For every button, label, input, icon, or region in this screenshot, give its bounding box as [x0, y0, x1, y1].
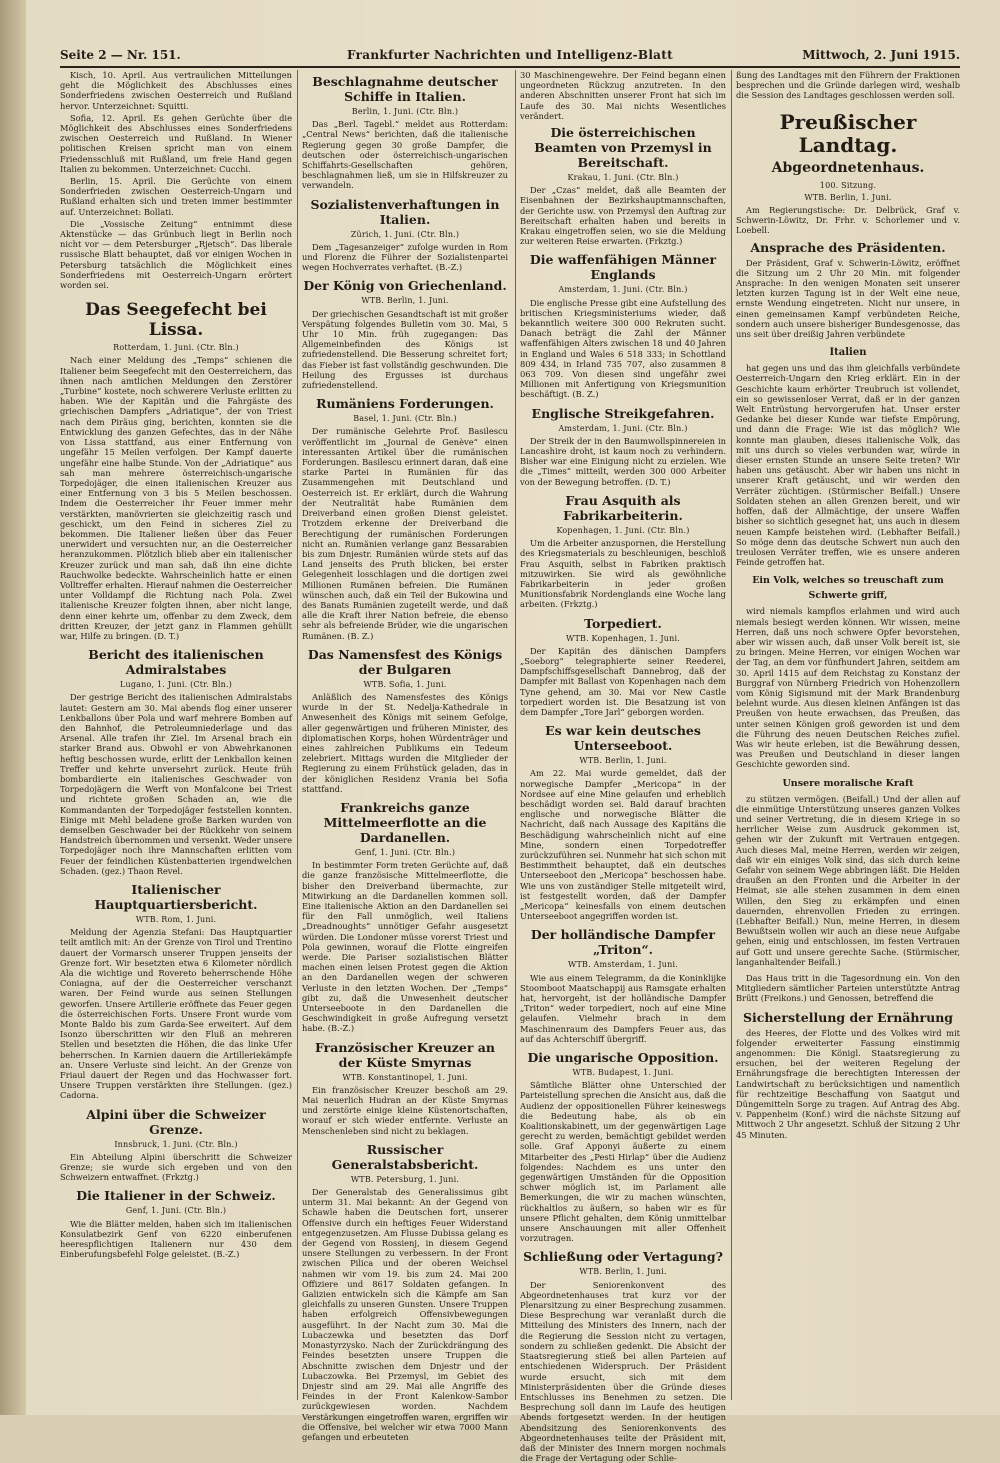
article-headline: Torpediert.: [584, 615, 662, 631]
issue-date: Mittwoch, 2. Juni 1915.: [802, 48, 960, 62]
section-body: Das Haus tritt in die Tagesordnung ein. Von den Mitgliedern sämtlicher Parteien unterstützte Antrag Brütt (Freikons.) und Genossen, betreffend die: [736, 973, 960, 1004]
article-body: Meldung der Agenzia Stefani: Das Hauptquartier teilt amtlich mit: An der Grenze von Tirol und Trentino dauert der Vormarsch unserer Truppen jenseits der Grenze fort. Wir besetzten etwa 6 Kilometer nördlich Ala die wichtige und Rovereto beherrschende Höhe Coniagna, auf der die Oesterreicher verschanzt waren. Der Feind wurde aus seinen Stellungen geworfen. Unsere Artillerie eröffnete das Feuer gegen die österreichischen Forts. Unsere Front wurde vom Monte Baldo bis zum Garda-See erweitert. Auf dem Isonzo überschritten wir den Fluß an mehreren Stellen und besetzten die Höhen, die das linke Ufer beherrschen. In Karnien dauern die Artilleriekämpfe an. Unsere Verluste sind leicht. An der Grenze von Friaul dauert der Regen und das Hochwasser fort. Unsere Truppen verstärkten ihre Stellungen. (gez.) Cadorna.: [60, 927, 292, 1101]
landtag-section: [736, 345, 960, 567]
section-title: Unsere moralische Kraft: [782, 777, 914, 789]
article-headline: Sozialistenverhaftungen in Italien.: [310, 196, 500, 227]
article: [302, 74, 508, 191]
article: [60, 1188, 292, 1259]
article-body: Der „Czas“ meldet, daß alle Beamten der Eisenbahnen der Bezirkshauptmannschaften, der Gerichte usw. von Przemysl den Auftrag zur Bereitschaft erhalten haben und bereits in Krakau eingetroffen seien, wo sie die Meldung zur weiteren Reise erwarten. (Frkztg.): [520, 185, 726, 247]
article: [302, 1040, 508, 1136]
article-body: Sämtliche Blätter ohne Unterschied der Parteistellung sprechen die Ansicht aus, daß die Audienz der oppositionellen Führer keineswegs die Bedeutung habe, als ob ein Koalitionskabinett, um der gegenwärtigen Lage gerecht zu werden, bemächtigt gebildet werden solle. Graf Apponyi äußerte zu einem Mitarbeiter des „Pesti Hirlap“ über die Audienz folgendes: Nachdem es uns unter den gegenwärtigen Umständen für die Opposition schwer möglich ist, im Parlament alle Bemerkungen, die wir zu machen wünschten, rückhaltlos zu äußern, so haben wir es für unsere Pflicht gehalten, dem König unmittelbar unsere Anschauungen mit aller Offenheit vorzutragen.: [520, 1080, 726, 1244]
article-dateline: WTB. Budapest, 1. Juni.: [572, 1068, 674, 1078]
article-headline: Die waffenfähigen Männer Englands: [529, 252, 717, 283]
column-rule: [515, 70, 516, 1400]
article: [520, 723, 726, 921]
article-headline: Schließung oder Vertagung?: [523, 1249, 723, 1265]
article-dateline: Krakau, 1. Juni. (Ctr. Bln.): [567, 173, 679, 183]
article-headline: Französischer Kreuzer an der Küste Smyrnas: [315, 1039, 495, 1070]
article: [302, 647, 508, 794]
fragment: Die „Vossische Zeitung“ entnimmt diese Aktenstücke — das Grünbuch liegt in Berlin noch nicht vor — dem Petersburger „Rjetsch“. Das liberale russische Blatt behauptet, daß vor einigen Wochen in Petersburg tatsächlich die Möglichkeit eines Sonderfriedens mit Oesterreich-Ungarn erörtert worden sei.: [60, 218, 292, 291]
column-2: [302, 70, 508, 1442]
landtag-subheadline: Abgeordnetenhaus.: [771, 159, 925, 176]
article-dateline: Basel, 1. Juni. (Ctr. Bln.): [353, 414, 457, 424]
section-body: hat gegen uns und das ihm gleichfalls verbündete Oesterreich-Ungarn den Krieg erklärt. Ein in der Geschichte kaum erhörter Treubruch ist vollendet, ein so gewissenloser Verrat, daß er in der ganzen Welt Entrüstung hervorgerufen hat. Unser erster Gedanke bei dieser Kunde war tiefste Empörung, und dann die Frage: Wie ist das möglich? Wie konnte man glauben, dieses italienische Volk, das mit uns durch so vieles verbunden war, würde in dieser ernsten Stunde an unsere Seite treten? Wir haben uns getäuscht. Aber wir haben uns nicht in unserer Kraft getäuscht, und wir werden den Verräter züchtigen. (Stürmischer Beifall.) Unsere Soldaten stehen an allen Grenzen bereit, und wir hoffen, daß der Allmächtige, der unsere Waffen bisher so sichtlich gesegnet hat, uns auch in diesem neuen Kampfe beistehen wird. (Lebhafter Beifall.) So möge denn das deutsche Schwert nun auch den treulosen Verräter treffen, wie es unsere anderen Feinde getroffen hat.: [736, 363, 960, 568]
article: [60, 647, 292, 876]
section-title: Italien: [829, 347, 867, 359]
article-headline: Frau Asquith als Fabrikarbeiterin.: [563, 492, 683, 523]
section-body: Der Präsident, Graf v. Schwerin-Löwitz, eröffnet die Sitzung um 2 Uhr 20 Min. mit folgender Ansprache: In den wenigen Monaten seit unserer letzten kurzen Tagung ist in der Welt eine neue, ernste Wendung eingetreten. Nicht nur unsere, in einen gemeinsamen Kampf verbündeten Reiche, sondern auch unsere bisheriger Bundesgenosse, das uns seit über dreißig Jahren verbündete: [736, 257, 960, 340]
article: [520, 1050, 726, 1243]
article-body: Die englische Presse gibt eine Aufstellung des britischen Kriegsministeriums wieder, daß bekanntlich weitere 300 000 Rekruten sucht. Danach beträgt die Zahl der Männer waffenfähigen Alters zwischen 18 und 40 Jahren in England und Wales 6 518 333; in Schottland 809 434, in Irland 735 707, also zusammen 8 063 709. Von diesen sind ungefähr zwei Millionen mit Anfertigung von Kriegsmunition beschäftigt. (B. Z.): [520, 297, 726, 400]
article-dateline: WTB. Kopenhagen, 1. Juni.: [566, 633, 680, 643]
article-body: Ein Abteilung Alpini überschritt die Schweizer Grenze; sie wurde sich ergeben und von den Schweizern entwaffnet. (Frkztg.): [60, 1151, 292, 1183]
article-headline: Es war kein deutsches Unterseeboot.: [545, 723, 701, 754]
article-dateline: WTB. Berlin, 1. Juni.: [579, 756, 667, 766]
article-body: Ein französischer Kreuzer beschoß am 29. Mai neuerlich Hudran an der Küste Smyrnas und zerstörte einige kleine Küstenortschaften, worauf er sich wieder entfernte. Verluste an Menschenleben sind nicht zu beklagen.: [302, 1084, 508, 1136]
fragment: Berlin, 15. April. Die Gerüchte von einem Sonderfrieden zwischen Oesterreich-Ungarn und Rußland erhalten sich und treten immer bestimmter auf. Unterzeichnet: Bollati.: [60, 176, 292, 217]
article-dateline: WTB. Sofia, 1. Juni.: [363, 679, 447, 689]
article-dateline: Rotterdam, 1. Juni. (Ctr. Bln.): [113, 343, 239, 353]
article-dateline: Innsbruck, 1. Juni. (Ctr. Bln.): [114, 1139, 238, 1149]
article-headline: Der König von Griechenland.: [303, 278, 507, 294]
section-body: wird niemals kampflos erlahmen und wird auch niemals besiegt werden können. Wir wissen, meine Herren, daß uns noch schwere Opfer bevorstehen, aber wir wissen auch, daß unser Volk bereit ist, sie zu bringen. Meine Herren, vor einigen Wochen war der Tag, an dem vor fünfhundert Jahren, seitdem am 30. April 1415 auf dem Reichstag zu Konstanz der Burggraf von Nürnberg Friedrich von Hohenzollern vom König Sigismund mit der Mark Brandenburg belehnt wurde. Aus diesen kleinen Anfängen ist das Preußen von heute erwachsen, das Preußen, das unter seinen Königen groß geworden ist und dem die Führung des neuen Deutschen Reiches zufiel. Was wir heute erleben, ist die Bewährung dessen, was Preußen und Deutschland in dieser langen Geschichte geworden sind.: [736, 606, 960, 770]
article-headline: Die österreichischen Beamten von Przemysl in Bereitschaft.: [534, 125, 712, 171]
article-headline: Das Seegefecht bei Lissa.: [85, 300, 267, 341]
article: [520, 616, 726, 718]
article-headline: Frankreichs ganze Mittelmeerflotte an die Dardanellen.: [323, 799, 487, 845]
sonderfrieden-fragments: [60, 70, 292, 290]
article-body: Am 22. Mai wurde gemeldet, daß der norwegische Dampfer „Mericopa“ in der Nordsee auf eine Mine gelaufen und erheblich beschädigt worden sei. Bald darauf brachten englische und norwegische Blätter die Nachricht, daß nach Aussage des Kapitäns die Beschädigung wahrscheinlich nicht auf eine Mine, sondern einen Torpedotreffer zurückzuführen sei. Nunmehr hat sich schon mit Bestimmtheit behauptet, daß ein deutsches Unterseeboot den „Mericopa“ beschossen habe. Wie uns von zuständiger Stelle mitgeteilt wird, ist festgestellt worden, daß der Dampfer „Mericopa“ keinesfalls von einem deutschen Unterseeboot angegriffen worden ist.: [520, 768, 726, 922]
article-headline: Das Namensfest des Königs der Bulgaren: [307, 646, 503, 677]
continued-text: ßung des Landtages mit den Führern der Fraktionen besprechen und die Gründe darlegen wird, weshalb die Session des Landtages geschlossen werden soll.: [736, 70, 960, 101]
article-body: Dem „Tagesanzeiger“ zufolge wurden in Rom und Florenz die Führer der Sozialistenpartei wegen Hochverrates verhaftet. (B.-Z.): [302, 241, 508, 273]
article-body: Wie die Blätter melden, haben sich im italienischen Konsulatbezirk Genf von 6220 einberufenen heerespflichtigen Italienern nur 430 dem Einberufungsbefehl Folge geleistet. (B.-Z.): [60, 1218, 292, 1260]
binding-edge: [0, 0, 26, 1415]
article: [520, 125, 726, 246]
article-dateline: Zürich, 1. Juni. (Ctr. Bln.): [350, 229, 460, 239]
article-body: Der gestrige Bericht des italienischen Admiralstabs lautet: Gestern am 30. Mai abends flog einer unserer Lenkballons über Pola und warf mehrere Bomben auf den Bahnhof, die Petroleumniederlage und das Arsenal. Alle trafen ihr Ziel. Im Arsenal brach ein starker Brand aus. Obwohl er von Abwehrkanonen heftig beschossen wurde, erlitt der Lenkballon keinen Treffer und kehrte unversehrt zurück. Heute früh bombardierte ein italienisches Geschwader von Torpedojägern die Werft von Monfalcone bei Triest und richtete großen Schaden an, wie die Kommandanten der Torpedojäger feststellen konnten. Einige mit Mehl beladene große Barken wurden von demselben Geschwader bei der Rückkehr von seinem Handstreich übernommen und versenkt. Weder unsere Torpedojäger noch ihre Mannschaften erlitten vom Feuer der feindlichen Küstenbatterien irgendwelchen Schaden. (gez.) Thaon Revel.: [60, 692, 292, 876]
article: [60, 1107, 292, 1183]
column-rule: [297, 70, 298, 1400]
article-dateline: WTB. Rom, 1. Juni.: [135, 915, 217, 925]
continued-text: 30 Maschinengewehre. Der Feind begann einen ungeordneten Rückzug anzutreten. In den anderen Abschnitten unserer Front hat sich im Laufe des 30. Mai nichts Wesentliches verändert.: [520, 70, 726, 121]
fragment: Kisch, 10. April. Aus vertraulichen Mitteilungen geht die Möglichkeit des Abschlusses eines Sonderfriedens zwischen Oesterreich und Rußland hervor. Unterzeichnet: Squitti.: [60, 70, 292, 111]
article-dateline: Genf, 1. Juni. (Ctr. Bln.): [125, 1206, 227, 1216]
article-headline: Rumäniens Forderungen.: [316, 396, 494, 412]
landtag-section: [736, 973, 960, 1004]
article-body: Um die Arbeiter anzuspornen, die Herstellung des Kriegsmaterials zu beschleunigen, beschloß Frau Asquith, selbst in Fabriken praktisch mitzuwirken. Sie wird als gewöhnliche Fabrikarbeiterin in jeder großen Munitionsfabrik Nordenglands eine Woche lang arbeiten. (Frkztg.): [520, 538, 726, 610]
article: [302, 800, 508, 1034]
column-4: [736, 70, 960, 1400]
landtag-section: [736, 776, 960, 967]
section-body: des Heeres, der Flotte und des Volkes wird mit folgender erweiterter Fassung einstimmig angenommen: Die Königl. Staatsregierung zu ersuchen, bei der weiteren Regelung der Ernährungsfrage die berechtigten Interessen der Landwirtschaft zu berücksichtigen und namentlich für rechtzeitige Beschaffung von Saatgut und Düngemitteln Sorge zu tragen. Auf Antrag des Abg. v. Pappenheim (Konf.) wird die nächste Sitzung auf Mittwoch 2 Uhr angesetzt. Schluß der Sitzung 2 Uhr 45 Minuten.: [736, 1027, 960, 1140]
article-body: Anläßlich des Namensfestes des Königs wurde in der St. Nedelja-Kathedrale in Anwesenheit des Königs mit seinem Gefolge, aller gegenwärtigen und früheren Minister, des diplomatischen Korps, hohen Würdenträger und eines zahlreichen Publikums ein Tedeum zelebriert. Mittags wurden die Mitglieder der Regierung zu einem Frühstück geladen, das in der königlichen Residenz Vrania bei Sofia stattfand.: [302, 691, 508, 794]
article-headline: Der holländische Dampfer „Triton“.: [530, 927, 716, 958]
article-dateline: WTB. Berlin, 1. Juni.: [579, 1267, 667, 1277]
article: [520, 406, 726, 487]
article-body: Der Generalstab des Generalissimus gibt unterm 31. Mai bekannt: An der Gegend von Schawle haben die Deutschen fort, unserer Offensive durch ein heftiges Feuer Widerstand entgegenzusetzen. Am Flusse Dubissa gelang es der Gegend von Rossienj, in diesem Gegend unsere Stellungen zu verbessern. In der Front zwischen Pilica und der oberen Weichsel nahmen wir vom 19. bis zum 24. Mai 200 Offiziere und 8617 Soldaten gefangen. In Galizien entwickeln sich die Kämpfe am San gleichfalls zu unseren Gunsten. Unsere Truppen haben erfolgreich Offensivbewegungen ausgeführt. In der Nacht zum 30. Mai die Lubaczewka und besetzten das Dorf Monastyrzysko. Nach der Zurückdrängung des Feindes besetzten unsere Truppen die Abschnitte zwischen dem Dnjestr und der Lubaczowka. Bei Przemysl, im Gebiet des Dnjestr sind am 29. Mai alle Angriffe des Feindes in der Front Kalenkow-Sambor zurückgewiesen worden. Nachdem Verstärkungen eingetroffen waren, ergriffen wir die Offensive, bei welcher wir etwa 7000 Mann gefangen und erbeuteten: [302, 1187, 508, 1442]
article-dateline: Berlin, 1. Juni. (Ctr. Bln.): [351, 107, 459, 116]
session-number: 100. Sitzung.: [819, 180, 877, 190]
landtag-section: [736, 240, 960, 340]
article-body: Nach einer Meldung des „Temps“ schienen die Italiener beim Seegefecht mit den Oesterreichern, das ihnen nach amtlichen Meldungen den Zerstörer „Turbine“ kostete, noch schwerere Verluste erlitten zu haben. Wie der Kapitän und die Fahrgäste des griechischen Dampfers „Adriatique“, der von Triest nach dem Piräus ging, berichten, konnten sie die Entwicklung des ganzen Gefechtes, das in der Nähe von Lissa stattfand, aus einer Entfernung von ungefähr 15 Meilen verfolgen. Der Kampf dauerte ungefähr eine halbe Stunde. Von der „Adriatique“ aus sah man mehrere österreichisch-ungarische Torpedojäger, die einen italienischen Kreuzer aus einer Entfernung von 3 bis 5 Meilen beschossen. Indem die Oesterreicher ihr Feuer immer mehr verstärkten, manövrierten sie gleichzeitig rasch und geschickt, um den Feind in sicheres Ziel zu bekommen. Die Italiener ließen über das Feuer unerwidert und versuchten nur, an die Oesterreicher heranzukommen. Plötzlich blieb aber ein italienischer Kreuzer zurück und man sah, daß ihn eine dichte Rauchwolke bedeckte. Wahrscheinlich hatte er einen Volltreffer erhalten. Hierauf nahmen die Oesterreicher unter Volldampf die Richtung nach Pola. Zwei italienische Kreuzer folgten ihnen, aber nicht lange, denn einer kehrte um, offenbar zu dem Zweck, dem dritten Kreuzer, der jetzt ganz in Flammen gehüllt war, Hilfe zu bringen. (D. T.): [60, 355, 292, 641]
article: [302, 396, 508, 640]
article-body: Das „Berl. Tagebl.“ meldet aus Rotterdam: „Central News“ berichten, daß die italienische Regierung gegen 30 große Dampfer, die deutschen oder österreichisch-ungarischen Schiffahrts-Gesellschaften gehören, beschlagnahmen ließ, um sie in Hilfskreuzer zu verwandeln.: [302, 119, 508, 191]
article-headline: Alpini über die Schweizer Grenze.: [86, 1106, 266, 1137]
landtag-headline: Preußischer Landtag.: [779, 109, 917, 157]
article-headline: Russischer Generalstabsbericht.: [331, 1141, 479, 1172]
article: [60, 882, 292, 1101]
article-headline: Englische Streikgefahren.: [531, 405, 715, 421]
fragment: Sofia, 12. April. Es gehen Gerüchte über die Möglichkeit des Abschlusses eines Sonderfriedens zwischen Oesterreich und Rußland. In Wiener politischen Kreisen spricht man von einem Friedensschluß mit Rußland, um freie Hand gegen Italien zu bekommen. Unterzeichnet: Cucchi.: [60, 112, 292, 174]
column-rule: [731, 70, 732, 1400]
article: [302, 278, 508, 390]
article-headline: Bericht des italienischen Admiralstabes: [88, 647, 264, 678]
article: [520, 927, 726, 1044]
article-body: In bestimmter Form treten Gerüchte auf, daß die ganze französische Mittelmeerflotte, die bisher den Dreiverband übermachte, zur Mitwirkung an die Dardanellen kommen soll. Eine italienische Aktion an den Dardanellen sei für den Fall unmöglich, weil Italiens „Dreadnoughts“ unnötiger Gefahr ausgesetzt würden. Die Londoner müsse vorerst Triest und Pola gewinnen, worauf die Flotte eingreifen werde. Die Pariser sozialistischen Blätter machen einen leisen Protest gegen die Aktion an den Dardanellen wegen der schweren Verluste in den letzten Wochen. Der „Temps“ gibt zu, daß die Unwesenheit deutscher Unterseeboote in den Dardanellen die Geschwindigkeit in große Aufregung versetzt habe. (B.-Z.): [302, 860, 508, 1034]
government-table: Am Regierungstische: Dr. Delbrück, Graf v. Schwerin-Löwitz, Dr. Frhr. v. Schorlemer und v. Loebell.: [736, 205, 960, 236]
page-header: [60, 44, 960, 68]
article: [520, 1249, 726, 1463]
article-body: Der Streik der in den Baumwollspinnereien in Lancashire droht, ist kaum noch zu verhindern. Bisher war eine Einigung nicht zu erzielen. Wie die „Times“ mitteilt, werden 300 000 Arbeiter von der Bewegung betroffen. (D. T.): [520, 435, 726, 487]
article-headline: Die Italiener in der Schweiz.: [76, 1188, 276, 1204]
section-body: zu stützen vermögen. (Beifall.) Und der allen auf die einmütige Unterstützung unseres ganzen Volkes und seiner Vertretung, die in diesem Kriege in so herrlicher Weise zum Ausdruck gekommen ist, gehen wir der Zukunft mit Vertrauen entgegen. Auch dieses Mal, meine Herren, werden wir zeigen, daß wir ein einiges Volk sind, das sich durch keine Gefahr von seinem Wege abbringen läßt. Die Helden draußen an den Fronten und die Arbeiter in der Heimat, sie alle stehen zusammen in dem einen Willen, den Sieg zu erkämpfen und einen dauernden, ehrenvollen Frieden zu erringen. (Lebhafter Beifall.) Nun, meine Herren, in diesem Bewußtsein wollen wir auch an diese neue Aufgabe gehen, einig und entschlossen, im festen Vertrauen auf Gott und unsere gerechte Sache. (Stürmischer, langanhaltender Beifall.): [736, 793, 960, 967]
article-headline: Die ungarische Opposition.: [527, 1050, 719, 1066]
article-dateline: Kopenhagen, 1. Juni. (Ctr. Bln.): [556, 525, 690, 535]
article-dateline: Genf, 1. Juni. (Ctr. Bln.): [354, 847, 456, 857]
article: [302, 1142, 508, 1442]
landtag-section: [736, 1010, 960, 1140]
article-headline: Beschlagnahme deutscher Schiffe in Italien.: [312, 74, 498, 104]
article: [302, 197, 508, 273]
article: [520, 252, 726, 399]
article-body: Der rumänische Gelehrte Prof. Basilescu veröffentlicht im „Journal de Genève“ einen interessanten Artikel über die rumänischen Forderungen. Basilescu erinnert daran, daß eine starke Partei in Rumänien für das Zusammengehen mit Deutschland und Oesterreich ist. Er erklärt, durch die Wahrung der Neutralität habe Rumänien dem Dreiverband einen großen Dienst geleistet. Trotzdem erkenne der Dreiverband die Berechtigung der rumänischen Forderungen nicht an. Rumänien verlange ganz Bessarabien bis zum Dnjestr. Rumänien würde stets auf das Land jenseits des Pruth blicken, bei erster Gelegenheit losschlagen und die dortigen zwei Millionen Rumänen befreien. Die Rumänen wünschen auch, daß ein Teil der Bukowina und des Banats Rumänien zugeteilt werde, und daß alle die Kraft ihrer Nation befreie, die ebenso sehr als befreiende Brüder, wie die ungarischen Rumänen. (B. Z.): [302, 426, 508, 641]
article-body: Der Seniorenkonvent des Abgeordnetenhauses trat kurz vor der Plenarsitzung zu einer Besprechung zusammen. Diese Besprechung war veranlaßt durch die Mitteilung des Ministers des Innern, nach der die Regierung die Session nicht zu vertagen, sondern zu schließen gedenkt. Die Absicht der Staatsregierung stieß bei allen Parteien auf entschiedenen Widerspruch. Der Präsident wurde ersucht, sich mit dem Ministerpräsidenten über die Gründe dieses Entschlusses ins Benehmen zu setzen. Die Besprechung soll dann im Laufe des heutigen Abends fortgesetzt werden. In der heutigen Abendsitzung des Seniorenkonvents des Abgeordnetenhauses teilte der Präsident mit, daß der Minister des Innern morgen nochmals die Frage der Vertagung oder Schlie-: [520, 1279, 726, 1463]
article-headline: Italienischer Hauptquartiersbericht.: [94, 882, 258, 913]
landtag-dateline: WTB. Berlin, 1. Juni.: [804, 192, 892, 202]
section-title: Sicherstellung der Ernährung: [742, 1009, 954, 1025]
newspaper-title: Frankfurter Nachrichten und Intelligenz-Blatt: [347, 48, 673, 62]
article-dateline: WTB. Amsterdam, 1. Juni.: [568, 960, 678, 970]
article-body: Der griechischen Gesandtschaft ist mit großer Verspätung folgendes Bulletin vom 30. Mai, 5 Uhr 10 Min. früh zugegangen: Das Allgemeinbefinden des Königs ist zufriedenstellend. Die Besserung schreitet fort; das Fieber ist fast vollständig geschwunden. Die Heilung des Ergusses ist durchaus zufriedenstellend.: [302, 308, 508, 391]
article-body: Wie aus einem Telegramm, da die Koninklijke Stoomboot Maatschappij aus Ramsgate erhalten hat, hervorgeht, ist der holländische Dampfer „Triton“ weder torpediert, noch auf eine Mine gelaufen. Vielmehr brach in dem Maschinenraum des Dampfers Feuer aus, das auf das Achterschiff übergriff.: [520, 972, 726, 1044]
section-title: Ein Volk, welches so treuschaft zum Schwerte griff,: [752, 575, 944, 602]
page-number: Seite 2 — Nr. 151.: [60, 48, 181, 62]
article: [60, 300, 292, 641]
article-dateline: Amsterdam, 1. Juni. (Ctr. Bln.): [558, 285, 688, 295]
column-1: [60, 70, 292, 1400]
article-dateline: WTB. Petersburg, 1. Juni.: [350, 1174, 460, 1184]
column-3: [520, 70, 726, 1463]
article: [520, 493, 726, 610]
article-dateline: Lugano, 1. Juni. (Ctr. Bln.): [119, 680, 233, 690]
article-dateline: Amsterdam, 1. Juni. (Ctr. Bln.): [558, 423, 688, 433]
article-dateline: WTB. Berlin, 1. Juni.: [361, 296, 449, 306]
article-dateline: WTB. Konstantinopel, 1. Juni.: [342, 1072, 468, 1082]
landtag-section: [736, 573, 960, 769]
article-body: Der Kapitän des dänischen Dampfers „Soeborg“ telegraphierte seiner Reederei, Dampfschiffsgesellschaft Dannebrog, daß der Dampfer mit Ballast von Kopenhagen nach dem Tyne gehend, am 30. Mai vor New Castle torpediert worden ist. Die Besatzung ist von dem Dampfer „Tore Jarl“ geborgen worden.: [520, 645, 726, 717]
section-title: Ansprache des Präsidenten.: [750, 239, 946, 255]
